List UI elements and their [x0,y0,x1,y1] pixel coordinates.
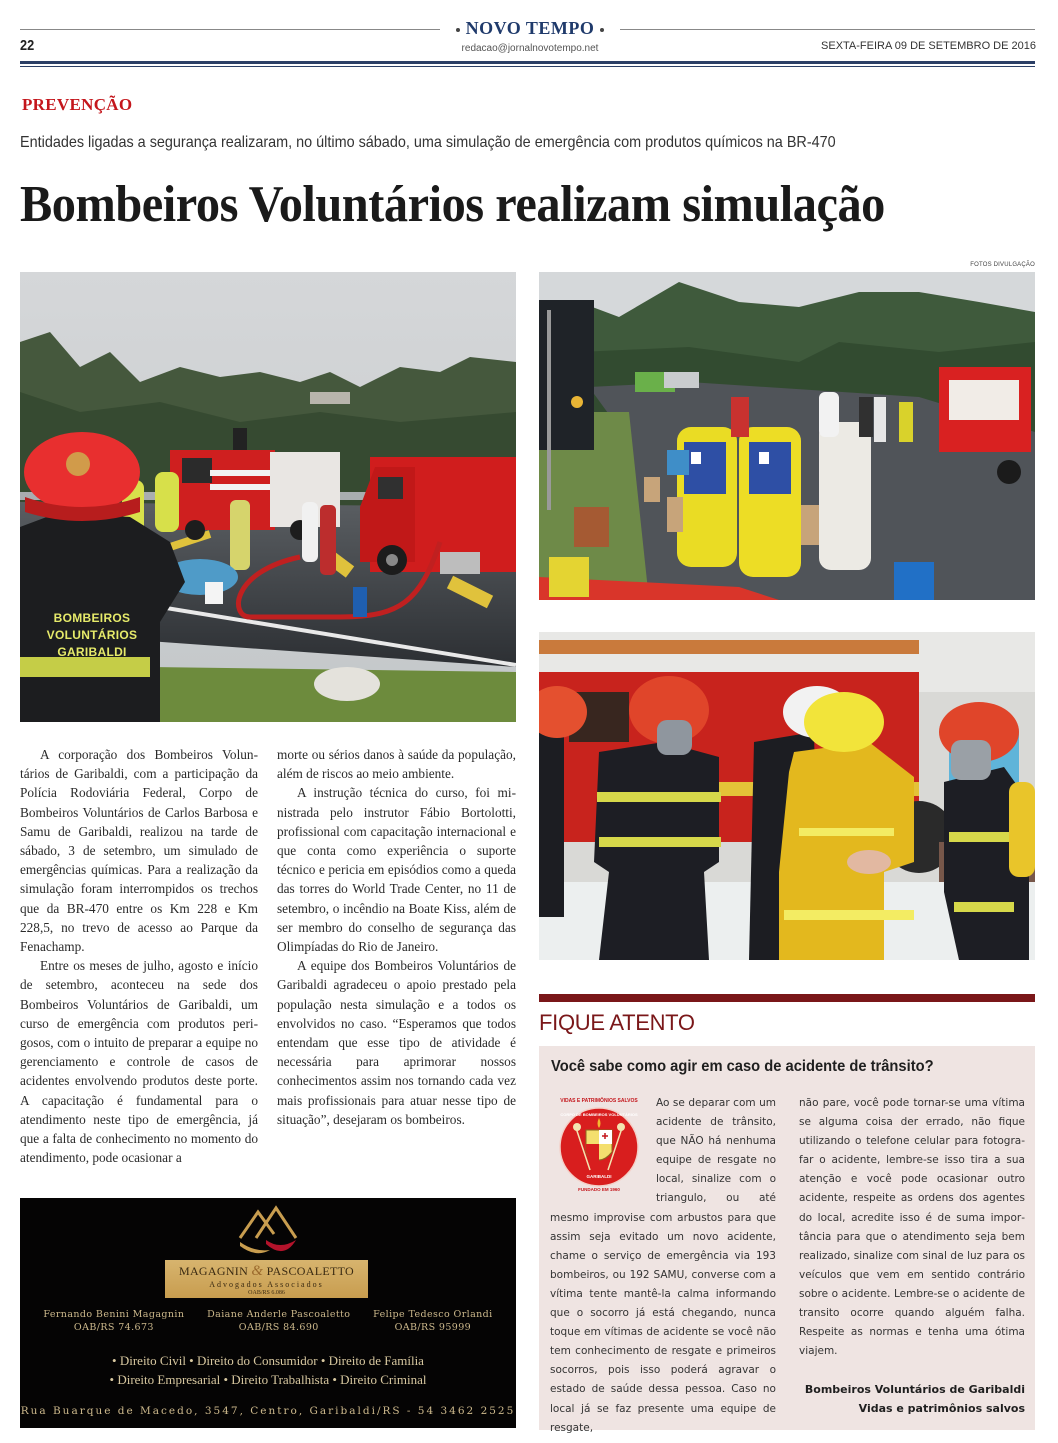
emblem-top-text: VIDAS E PATRIMÔNIOS SALVOS [560,1098,638,1104]
photo-credit: FOTOS DIVULGAÇÃO [970,262,1035,268]
bullet-icon [456,28,460,32]
masthead-title: NOVO TEMPO [465,18,595,38]
sidebar-question: Você sabe como agir em caso de acidente de trânsito? [551,1058,934,1075]
signature-org: Bombeiros Voluntários de Garibaldi [804,1383,1025,1396]
page-number: 22 [20,37,35,54]
photo-firefighters-masks [539,632,1035,960]
masthead [440,18,620,42]
article-headline: Bombeiros Voluntários realizam simulação [20,176,885,233]
emblem-ring-text: CORPO DE BOMBEIROS VOLUNTÁRIOS [560,1112,638,1117]
article-subhead: Entidades ligadas a segurança realizaram, no último sábado, uma simulação de emergência com produtos químicos na BR-470 [20,134,836,151]
practice-areas-line: • Direito Empresarial • Direito Trabalhista • Direito Criminal [109,1372,427,1387]
jacket-lettering: BOMBEIROS VOLUNTÁRIOS GARIBALDI [46,611,138,659]
sidebar-rule [539,994,1035,1002]
lawyer-name: Felipe Tedesco Orlandi [373,1309,493,1320]
lawyer-item [373,1308,492,1334]
photo-hazmat-team-road [539,272,1035,600]
law-firm-logo-icon [234,1204,302,1260]
sidebar-paragraph-right: não pare, você pode tornar-se uma vítima se alguma coisa der errado, não fique utilizando o telefone celular para fotografar o acidente, lembre-se isso tira a sua atenção e você pode ocasionar outro acidente, respeite as ordens dos agentes do local, acredite isso é de suma importância para que o atendimento seja bem realizado, sinalize com sinal de luz para os veículos que vem em sentido contrário sobre o acidente. Lembre-se o acidente de transito ocorre quando alguém falha. Respeite as normas e tenha uma ótima viajem. [799,1097,1025,1358]
photo-firefighter-garibaldi [20,272,516,722]
header-rule-bottom-thin [20,66,1035,67]
fire-brigade-emblem-icon [550,1094,648,1192]
lawyer-oab: OAB/RS 74.673 [73,1322,154,1333]
article-paragraph: A equipe dos Bombeiros Voluntários de Garibaldi agradeceu o apoio prestado pela população nesta simulação e a todos os envolvidos no caso. “Esperamos que todos entendam que esse tipo de atividade é necessária para aprimorar nossos conhecimentos assim nos tornando cada vez mais profissionais para atuar nesse tipo de situação”, desejaram os bombeiros. [277,958,516,1127]
article-paragraph: A instrução técnica do curso, foi ministrada pelo instrutor Fábio Bortolotti, profissional com capacitação internacional e que conta como experiência o suporte técnico e pericia em episódios como a queda das torres do World Trade Center, no 11 de setembro, o incêndio na Boate Kiss, além de ser membro do conselho de segurança das Olimpíadas do Rio de Janeiro. [277,785,516,955]
firm-subtitle: Advogados Associados [209,1280,324,1289]
sidebar-text-left [550,1094,776,1438]
lawyer-oab: OAB/RS 95999 [394,1322,472,1333]
lawyer-item [207,1308,350,1334]
bullet-icon [600,28,604,32]
firm-oab: OAB/RS 6.086 [248,1290,285,1296]
article-column-2 [277,745,516,1129]
signature-motto: Vidas e patrimônios salvos [858,1402,1025,1415]
emblem-city: GARIBALDI [586,1174,612,1179]
sidebar-title: FIQUE ATENTO [539,1010,695,1035]
section-label: PREVENÇÃO [22,95,133,114]
sidebar-paragraph-left: Ao se deparar com um acidente de trânsito, que NÃO há nenhuma equipe de resgate no local, sinalize com o triangulo, ou até mesmo improvise com arbustos para que assim seja evitado um novo acidente, chame o serviço de emergência via 193 bombeiros, ou 192 SAMU, converse com a vítima tente mantê-la calma informando que o socorro já está chegando, nunca toque em vítimas de acidente se você não tem conhecimento de resgate e primeiros socorros, pois isso poderá agravar o estado de saúde dessa pessoa. Caso no local já se faz presente uma equipe de resgate, [550,1097,776,1434]
article-paragraph: morte ou sérios danos à saúde da população, além de riscos ao meio ambiente. [277,747,516,782]
emblem-founded: FUNDADO EM 1960 [578,1187,620,1192]
lawyer-list [20,1308,516,1334]
sidebar-box [539,1046,1035,1434]
lawyer-oab: OAB/RS 84.690 [238,1322,319,1333]
issue-date: SEXTA-FEIRA 09 DE SETEMBRO DE 2016 [821,40,1036,52]
contact-email: redacao@jornalnovotempo.net [461,43,599,54]
practice-areas-line: • Direito Civil • Direito do Consumidor • Direito de Família [112,1353,424,1368]
firm-ampersand: & [251,1263,264,1279]
law-firm-advertisement [20,1198,516,1428]
article-paragraph: Entre os meses de julho, agosto e início de setembro, aconteceu na sede dos Bombeiros Voluntários de Garibaldi, um curso de emergência com produtos perigosos, com o intuito de preparar a equipe no gerenciamento e controle de casos de acidentes envolvendo produtos deste porte. A capacitação é fundamental para o atendimento neste tipo de emergência, já que a falta de conhecimento no momento do atendimento, pode ocasionar a [20,958,258,1166]
firm-address: Rua Buarque de Macedo, 3547, Centro, Garibaldi/RS - 54 3462 2525 [20,1405,516,1417]
article-paragraph: A corporação dos Bombeiros Voluntários de Garibaldi, com a participação da Polícia Rodoviária Federal, Corpo de Bombeiros Voluntários de Carlos Barbosa e Samu de Garibaldi, realizou na tarde de sábado, 3 de setembro, um simulado de emergências químicas. Para a realização da simulação foram interrompidos os trechos que da BR-470 entre os Km 228 e Km 228,5, no trevo de acesso ao Parque da Fenachamp. [20,747,258,955]
law-firm-nameplate [165,1260,368,1298]
practice-areas [20,1351,516,1389]
lawyer-name: Daiane Anderle Pascoaletto [207,1309,351,1320]
lawyer-name: Fernando Benini Magagnin [43,1309,185,1320]
header-rule-bottom [20,61,1035,64]
article-column-1 [20,745,258,1167]
sidebar-signature [805,1380,1025,1418]
firm-name-right: PASCOALETTO [266,1264,354,1278]
firm-name-left: MAGAGNIN [179,1264,249,1278]
lawyer-item [43,1308,184,1334]
